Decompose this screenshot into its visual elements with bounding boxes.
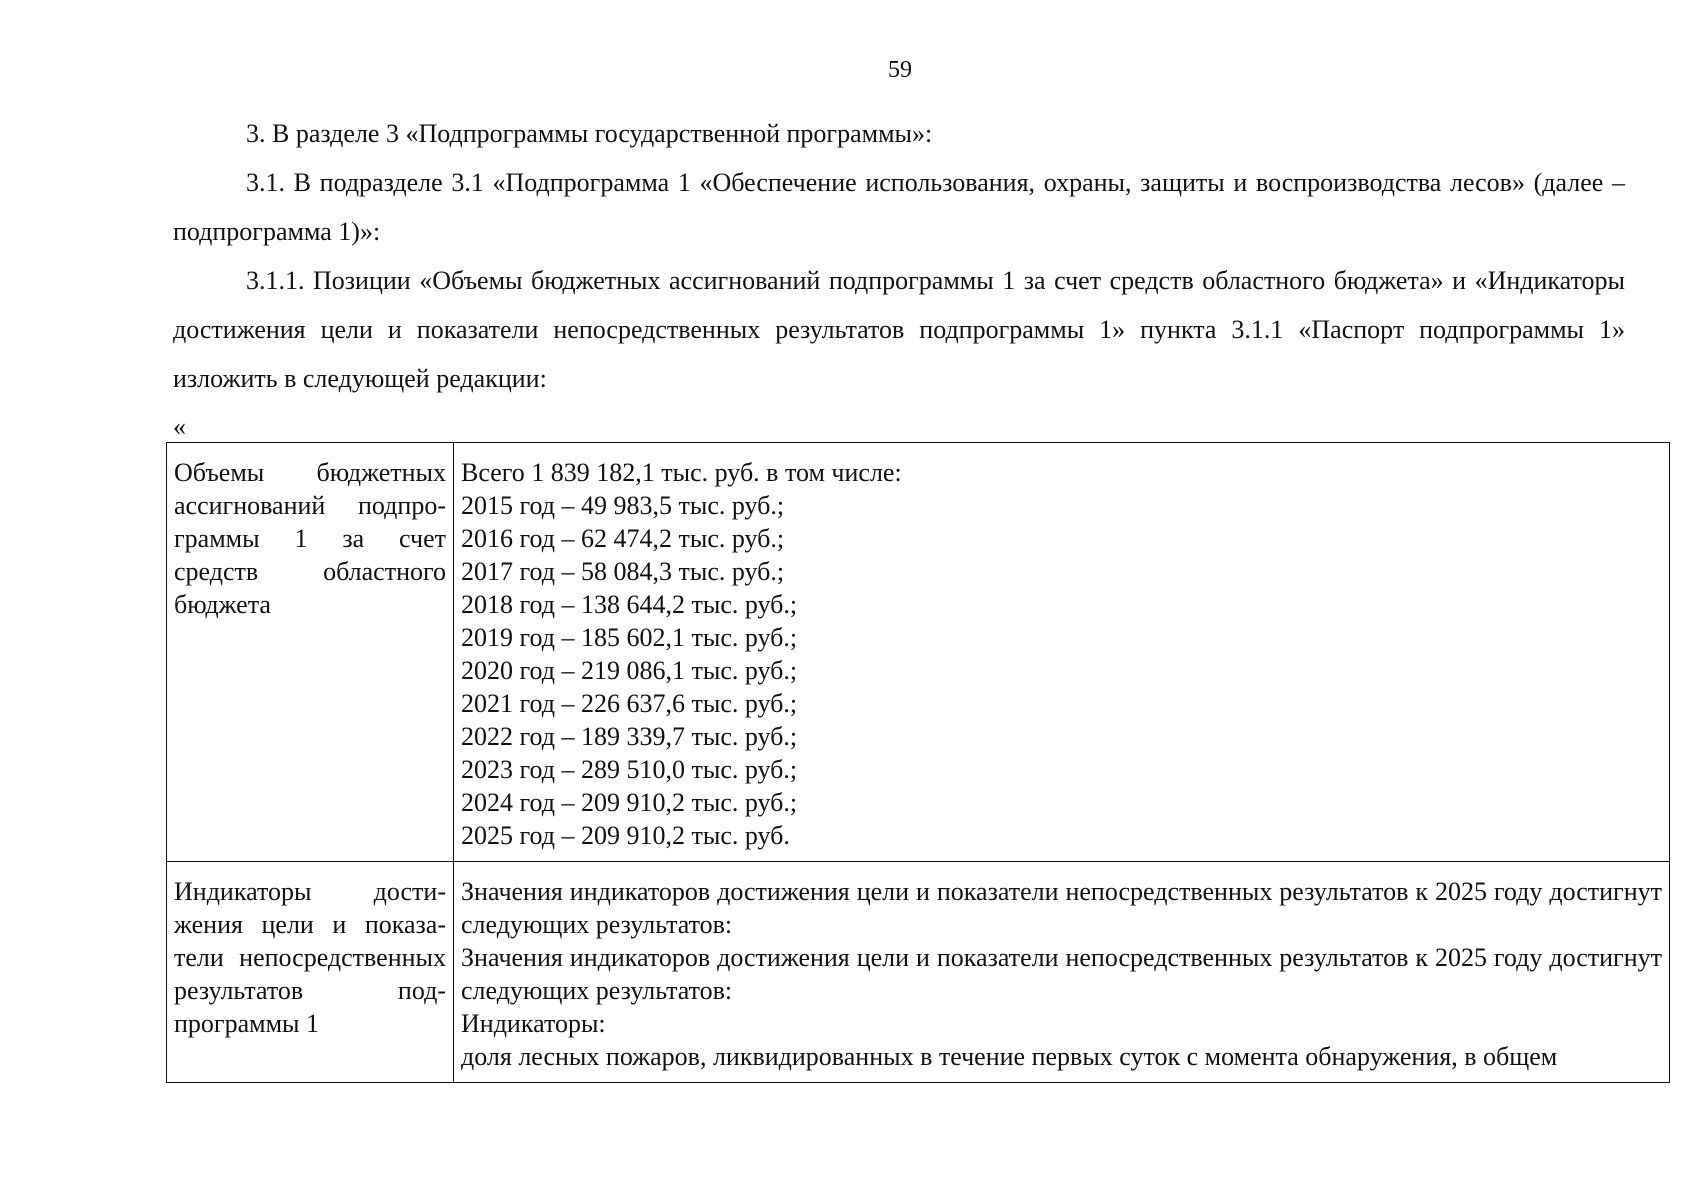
budget-label-cell: Объемы бюджетных ассигнований подпрограммы 1 за счет средств областного бюджета bbox=[167, 443, 454, 862]
indicators-label-cell: Индикаторы достижения цели и показатели непосредственных результатов подпрограммы 1 bbox=[167, 862, 454, 1083]
budget-line-2017: 2017 год – 58 084,3 тыс. руб.; bbox=[461, 557, 785, 586]
budget-line-2018: 2018 год – 138 644,2 тыс. руб.; bbox=[461, 590, 798, 619]
budget-line-2020: 2020 год – 219 086,1 тыс. руб.; bbox=[461, 656, 798, 685]
table-row-budget bbox=[167, 443, 1670, 862]
paragraph-section-3: 3. В разделе 3 «Подпрограммы государственной программы»: bbox=[246, 119, 933, 148]
budget-line-2016: 2016 год – 62 474,2 тыс. руб.; bbox=[461, 524, 785, 553]
opening-quote-mark: « bbox=[173, 412, 186, 441]
document-body bbox=[173, 109, 1625, 403]
budget-line-2025: 2025 год – 209 910,2 тыс. руб. bbox=[461, 821, 790, 850]
budget-line-2022: 2022 год – 189 339,7 тыс. руб.; bbox=[461, 722, 798, 751]
budget-line-2019: 2019 год – 185 602,1 тыс. руб.; bbox=[461, 623, 798, 652]
subprogram-passport-table bbox=[166, 442, 1670, 1083]
paragraph-item-3-1-1: 3.1.1. Позиции «Объемы бюджетных ассигнований подпрограммы 1 за счет средств областного бюджета» и «Индикаторы достижения цели и показатели непосредственных результатов подпрограммы 1» пункта 3.1.1 «Паспорт подпрограммы 1» изложить в следующей редакции: bbox=[173, 266, 1625, 393]
budget-value-cell bbox=[454, 443, 1670, 862]
indicators-line-4: доля лесных пожаров, ликвидированных в течение первых суток с момента обнаружения, в общем bbox=[461, 1042, 1558, 1071]
indicators-line-2: Значения индикаторов достижения цели и показатели непосредственных результатов к 2025 году достигнут следующих результатов: bbox=[461, 943, 1662, 1005]
paragraph-subsection-3-1: 3.1. В подразделе 3.1 «Подпрограмма 1 «Обеспечение использования, охраны, защиты и воспроизводства лесов» (далее – подпрограмма 1)»: bbox=[173, 168, 1625, 246]
budget-line-2021: 2021 год – 226 637,6 тыс. руб.; bbox=[461, 689, 798, 718]
indicators-line-1: Значения индикаторов достижения цели и показатели непосредственных результатов к 2025 году достигнут следующих результатов: bbox=[461, 877, 1662, 939]
indicators-value-cell bbox=[454, 862, 1670, 1083]
indicators-line-3: Индикаторы: bbox=[461, 1009, 606, 1038]
budget-line-2024: 2024 год – 209 910,2 тыс. руб.; bbox=[461, 788, 798, 817]
page-number: 59 bbox=[888, 57, 912, 83]
budget-line-2023: 2023 год – 289 510,0 тыс. руб.; bbox=[461, 755, 798, 784]
table-row-indicators bbox=[167, 862, 1670, 1083]
budget-line-2015: 2015 год – 49 983,5 тыс. руб.; bbox=[461, 491, 785, 520]
budget-line-total: Всего 1 839 182,1 тыс. руб. в том числе: bbox=[461, 458, 902, 487]
